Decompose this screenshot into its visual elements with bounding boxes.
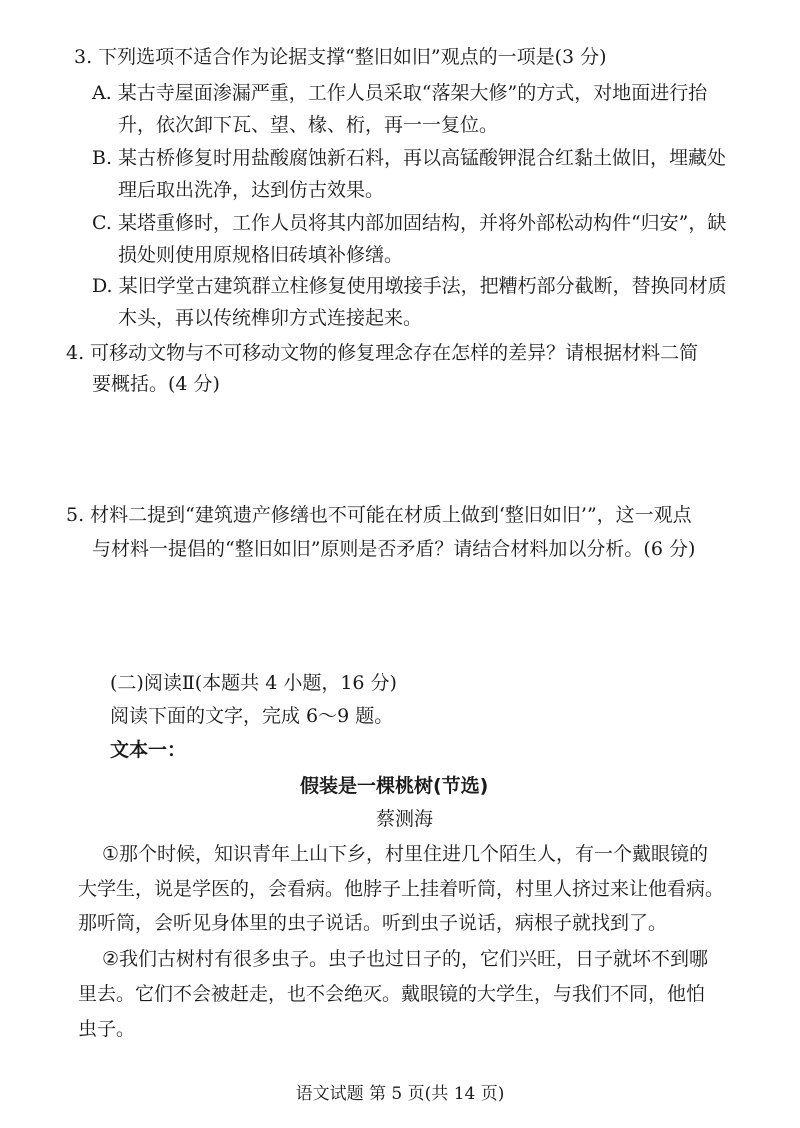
- story-paragraph-2-line3: 虫子。: [78, 1018, 136, 1040]
- story-author: 蔡测海: [376, 808, 434, 830]
- story-paragraph-1-line1: ①那个时候，知识青年上山下乡，村里住进几个陌生人，有一个戴眼镜的: [102, 843, 709, 865]
- story-title: 假装是一棵桃树(节选): [300, 775, 489, 797]
- page-footer: 语文试题 第 5 页(共 14 页): [295, 1084, 505, 1104]
- story-paragraph-1-line3: 那听筒，会听见身体里的虫子说话。听到虫子说话，病根子就找到了。: [78, 912, 668, 934]
- q3-option-c-line2: 损处则使用原规格旧砖填补修缮。: [118, 244, 404, 266]
- text-label: 文本一：: [110, 739, 187, 761]
- q3-option-a-line1: A. 某古寺屋面渗漏严重，工作人员采取“落架大修”的方式，对地面进行抬: [92, 82, 708, 104]
- question-3-stem: 3. 下列选项不适合作为论据支撑“整旧如旧”观点的一项是(3 分): [74, 46, 607, 68]
- story-paragraph-2-line2: 里去。它们不会被赶走，也不会绝灭。戴眼镜的大学生，与我们不同，他怕: [78, 983, 706, 1005]
- section-instruction: 阅读下面的文字，完成 6～9 题。: [110, 705, 394, 727]
- story-paragraph-1-line2: 大学生，说是学医的，会看病。他脖子上挂着听筒，村里人挤过来让他看病。: [78, 878, 725, 900]
- story-paragraph-2-line1: ②我们古树村有很多虫子。虫子也过日子的，它们兴旺，日子就坏不到哪: [102, 948, 709, 970]
- q3-option-b-line1: B. 某古桥修复时用盐酸腐蚀新石料，再以高锰酸钾混合红黏土做旧，埋藏处: [92, 147, 727, 169]
- section-header: (二)阅读Ⅱ(本题共 4 小题，16 分): [110, 672, 397, 694]
- q3-option-c-line1: C. 某塔重修时，工作人员将其内部加固结构，并将外部松动构件“归安”，缺: [92, 212, 727, 234]
- question-5-line2: 与材料一提倡的“整旧如旧”原则是否矛盾？请结合材料加以分析。(6 分): [92, 538, 696, 560]
- q3-option-d-line2: 木头，再以传统榫卯方式连接起来。: [118, 307, 423, 329]
- question-4-line2: 要概括。(4 分): [92, 373, 220, 395]
- q3-option-b-line2: 理后取出洗净，达到仿古效果。: [118, 179, 385, 201]
- question-5-line1: 5. 材料二提到“建筑遗产修缮也不可能在材质上做到‘整旧如旧’”，这一观点: [66, 504, 692, 526]
- q3-option-d-line1: D. 某旧学堂古建筑群立柱修复使用墩接手法，把糟朽部分截断，替换同材质: [92, 275, 727, 297]
- q3-option-a-line2: 升，依次卸下瓦、望、椽、桁，再一一复位。: [118, 114, 499, 136]
- question-4-line1: 4. 可移动文物与不可移动文物的修复理念存在怎样的差异？请根据材料二简: [66, 342, 699, 364]
